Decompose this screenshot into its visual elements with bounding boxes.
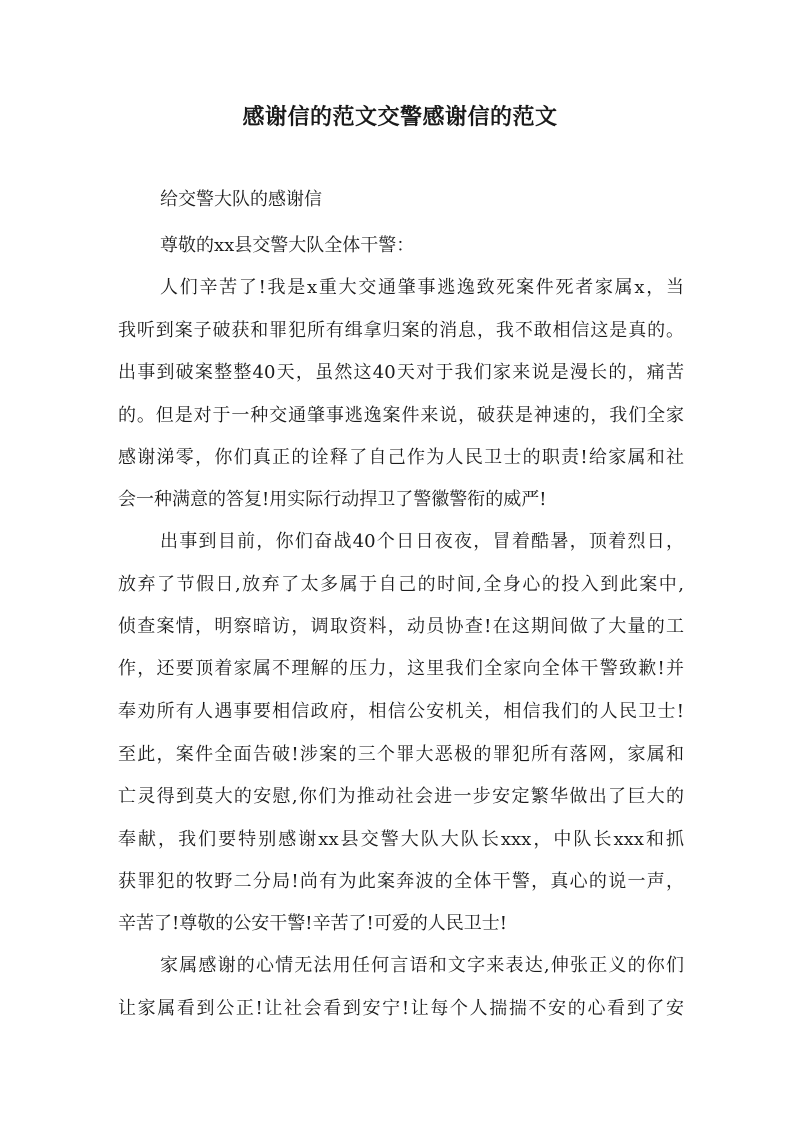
body-line: 放弃了节假日,放弃了太多属于自己的时间,全身心的投入到此案中, — [118, 574, 684, 595]
body-line: 出事到破案整整40天，虽然这40天对于我们家来说是漫长的，痛苦 — [118, 362, 684, 383]
body-line: 让家属看到公正!让社会看到安宁!让每个人揣揣不安的心看到了安 — [118, 998, 684, 1019]
body-line: 家属感谢的心情无法用任何言语和文字来表达,伸张正义的你们 — [160, 955, 684, 976]
body-line: 我听到案子破获和罪犯所有缉拿归案的消息，我不敢相信这是真的。 — [118, 320, 684, 341]
body-line: 奉劝所有人遇事要相信政府，相信公安机关，相信我们的人民卫士! — [118, 701, 684, 722]
body-line: 人们辛苦了!我是x重大交通肇事逃逸致死案件死者家属x，当 — [160, 277, 684, 298]
body-line: 侦查案情，明察暗访，调取资料，动员协查!在这期间做了大量的工 — [118, 616, 684, 637]
body-line: 辛苦了!尊敬的公安干警!辛苦了!可爱的人民卫士! — [118, 913, 507, 934]
body-line: 亡灵得到莫大的安慰,你们为推动社会进一步安定繁华做出了巨大的 — [118, 786, 684, 807]
body-line: 感谢涕零，你们真正的诠释了自己作为人民卫士的职责!给家属和社 — [118, 447, 684, 468]
body-line: 奉献，我们要特别感谢xx县交警大队大队长xxx，中队长xxx和抓 — [118, 829, 684, 850]
body-line: 出事到目前，你们奋战40个日日夜夜，冒着酷暑，顶着烈日， — [160, 531, 684, 552]
body-line: 获罪犯的牧野二分局!尚有为此案奔波的全体干警，真心的说一声， — [118, 871, 684, 892]
addressee-line: 尊敬的xx县交警大队全体干警： — [160, 235, 415, 256]
body-line: 会一种满意的答复!用实际行动捍卫了警徽警衔的威严! — [118, 489, 547, 510]
body-line: 的。但是对于一种交通肇事逃逸案件来说，破获是神速的，我们全家 — [118, 405, 684, 426]
body-line: 作，还要顶着家属不理解的压力，这里我们全家向全体干警致歉!并 — [118, 658, 684, 679]
body-line: 至此，案件全面告破!涉案的三个罪大恶极的罪犯所有落网，家属和 — [118, 744, 684, 765]
document-title: 感谢信的范文交警感谢信的范文 — [242, 104, 558, 130]
salutation-heading: 给交警大队的感谢信 — [160, 189, 322, 210]
